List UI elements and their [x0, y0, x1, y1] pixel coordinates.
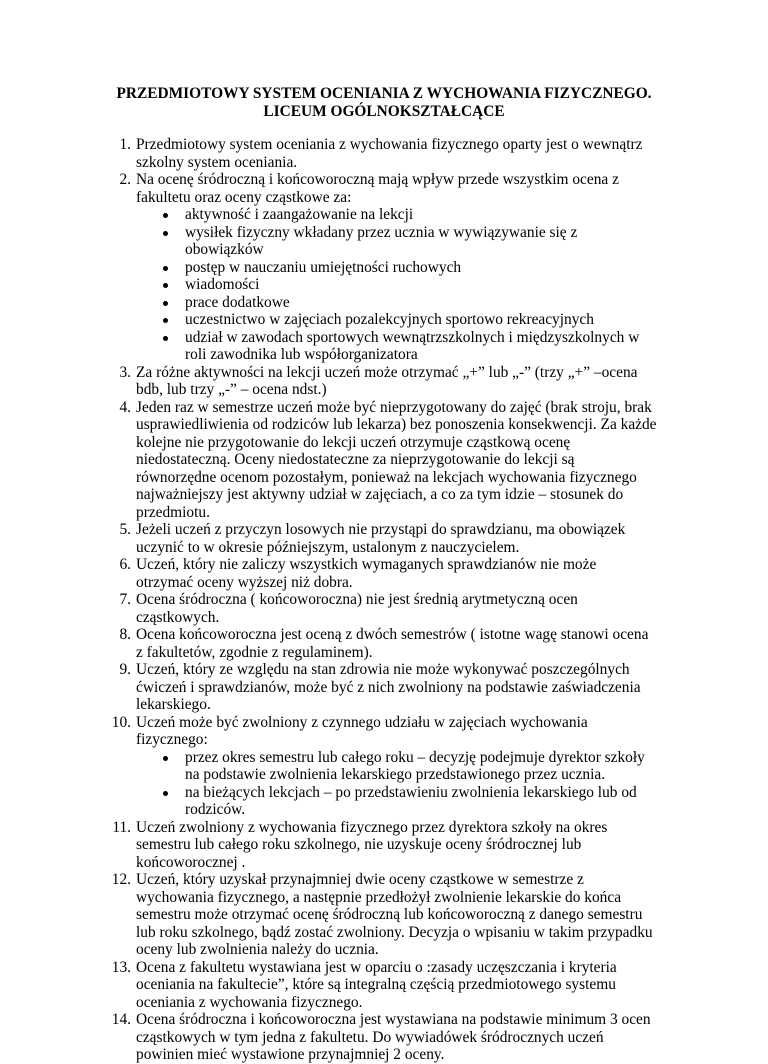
list-item-text: Ocena śródroczna ( końcoworoczna) nie jest średnią arytmetyczną ocen cząstkowych. [136, 591, 578, 626]
bullet-list [136, 206, 657, 364]
list-item-text: Uczeń może być zwolniony z czynnego udziału w zajęciach wychowania fizycznego: [136, 713, 588, 748]
bullet-item [136, 224, 657, 259]
list-item [112, 364, 657, 399]
list-item [112, 959, 657, 1012]
list-item-text: Uczeń zwolniony z wychowania fizycznego przez dyrektora szkoły na okres semestru lub całego roku szkolnego, nie uzyskuje oceny śródrocznej lub końcoworocznej . [136, 818, 608, 871]
list-item [112, 556, 657, 591]
bullet-text: wysiłek fizyczny wkładany przez ucznia w wywiązywanie się z obowiązków [185, 223, 578, 258]
bullet-item [136, 206, 657, 224]
bullet-item [136, 311, 657, 329]
bullet-dot-icon [163, 318, 168, 323]
list-item-number: 7. [119, 591, 131, 608]
bullet-dot-icon [163, 791, 168, 796]
bullet-dot-icon [163, 301, 168, 306]
list-item [112, 626, 657, 661]
list-item [112, 171, 657, 364]
bullet-dot-icon [163, 283, 168, 288]
bullet-text: na bieżących lekcjach – po przedstawieniu zwolnienia lekarskiego lub od rodziców. [185, 783, 637, 818]
bullet-text: udział w zawodach sportowych wewnątrzszkolnych i międzyszkolnych w roli zawodnika lub współorganizatora [185, 328, 640, 363]
list-item-text: Ocena śródroczna i końcoworoczna jest wystawiana na podstawie minimum 3 ocen cząstkowych w tym jedna z fakultetu. Do wywiadówek śródrocznych uczeń powinien mieć wystawione przynajmniej 2 oceny. [136, 1011, 651, 1063]
list-item-number: 12. [111, 871, 131, 888]
bullet-dot-icon [163, 336, 168, 341]
list-item [112, 819, 657, 872]
bullet-text: wiadomości [185, 276, 260, 293]
bullet-text: aktywność i zaangażowanie na lekcji [185, 206, 414, 223]
bullet-list [136, 749, 657, 819]
bullet-dot-icon [163, 213, 168, 218]
bullet-dot-icon [163, 266, 168, 271]
bullet-dot-icon [163, 756, 168, 761]
list-item-number: 1. [119, 136, 131, 153]
list-item [112, 521, 657, 556]
list-item-text: Jeżeli uczeń z przyczyn losowych nie przystąpi do sprawdzianu, ma obowiązek uczynić to w okresie późniejszym, ustalonym z nauczycielem. [136, 521, 626, 556]
list-item-text: Uczeń, który ze względu na stan zdrowia nie może wykonywać poszczególnych ćwiczeń i sprawdzianów, może być z nich zwolniony na podstawie zaświadczenia lekarskiego. [136, 661, 641, 713]
list-item [112, 661, 657, 714]
bullet-item [136, 329, 657, 364]
list-item-number: 5. [119, 521, 131, 538]
title-line-2: LICEUM OGÓLNOKSZTAŁCĄCE [263, 102, 505, 120]
bullet-item [136, 749, 657, 784]
bullet-item [136, 784, 657, 819]
list-item-number: 10. [111, 713, 131, 731]
bullet-item [136, 294, 657, 312]
list-item [112, 399, 657, 522]
list-item-text: Jeden raz w semestrze uczeń może być nieprzygotowany do zajęć (brak stroju, brak usprawiedliwienia od rodziców lub lekarza) bez ponoszenia konsekwencji. Za każde kolejne nie przygotowanie do lekcji uczeń otrzymuje cząstkową ocenę niedostateczną. Oceny niedostateczne za nieprzygotowanie do lekcji są równorzędne ocenom pozostałym, ponieważ na lekcjach wychowania fizycznego najważniejszy jest aktywny udział w zajęciach, a co za tym idzie – stosunek do przedmiotu. [136, 398, 657, 521]
list-item-text: Ocena z fakultetu wystawiana jest w oparciu o :zasady uczęszczania i kryteria oceniania na fakultecie”, które są integralną częścią przedmiotowego systemu oceniania z wychowania fizycznego. [136, 958, 617, 1011]
list-item-number: 8. [119, 626, 131, 643]
document-title [0, 85, 768, 120]
list-item [112, 136, 657, 171]
list-item-number: 6. [119, 556, 131, 573]
bullet-text: uczestnictwo w zajęciach pozalekcyjnych sportowo rekreacyjnych [185, 311, 594, 328]
bullet-item [136, 259, 657, 277]
numbered-list [112, 136, 657, 1064]
list-item-number: 4. [119, 398, 131, 416]
list-item-number: 9. [119, 661, 131, 678]
bullet-text: przez okres semestru lub całego roku – decyzję podejmuje dyrektor szkoły na podstawie zwolnienia lekarskiego przedstawionego przez ucznia. [185, 748, 645, 783]
bullet-text: postęp w nauczaniu umiejętności ruchowych [185, 258, 462, 276]
list-item-text: Za różne aktywności na lekcji uczeń może otrzymać „+” lub „-” (trzy „+” –ocena bdb, lub trzy „-” – ocena ndst.) [136, 363, 638, 398]
list-item [112, 591, 657, 626]
list-item [112, 1011, 657, 1064]
list-item-number: 11. [112, 818, 131, 836]
list-item-number: 14. [111, 1011, 131, 1028]
list-item-text: Uczeń, który nie zaliczy wszystkich wymaganych sprawdzianów nie może otrzymać oceny wyższej niż dobra. [136, 556, 597, 591]
list-item-text: Ocena końcoworoczna jest oceną z dwóch semestrów ( istotne wagę stanowi ocena z fakultetów, zgodnie z regulaminem). [136, 626, 649, 661]
list-item [112, 714, 657, 819]
list-item [112, 871, 657, 959]
list-item-number: 3. [119, 363, 131, 381]
list-item-number: 2. [119, 171, 131, 188]
title-line-1: PRZEDMIOTOWY SYSTEM OCENIANIA Z WYCHOWANIA FIZYCZNEGO. [116, 85, 652, 102]
list-item-text: Na ocenę śródroczną i końcoworoczną mają wpływ przede wszystkim ocena z fakultetu oraz oceny cząstkowe za: [136, 171, 619, 206]
bullet-text: prace dodatkowe [185, 293, 290, 311]
list-item-text: Przedmiotowy system oceniania z wychowania fizycznego oparty jest o wewnątrz szkolny system oceniania. [136, 136, 643, 171]
list-item-text: Uczeń, który uzyskał przynajmniej dwie oceny cząstkowe w semestrze z wychowania fizycznego, a następnie przedłożył zwolnienie lekarskie do końca semestru może otrzymać ocenę śródroczną lub końcoworoczną z danego semestru lub roku szkolnego, bądź zostać zwolniony. Decyzja o wpisaniu w takim przypadku oceny lub zwolnienia należy do ucznia. [136, 871, 653, 958]
bullet-dot-icon [163, 231, 168, 236]
bullet-item [136, 276, 657, 294]
list-item-number: 13. [111, 958, 131, 976]
